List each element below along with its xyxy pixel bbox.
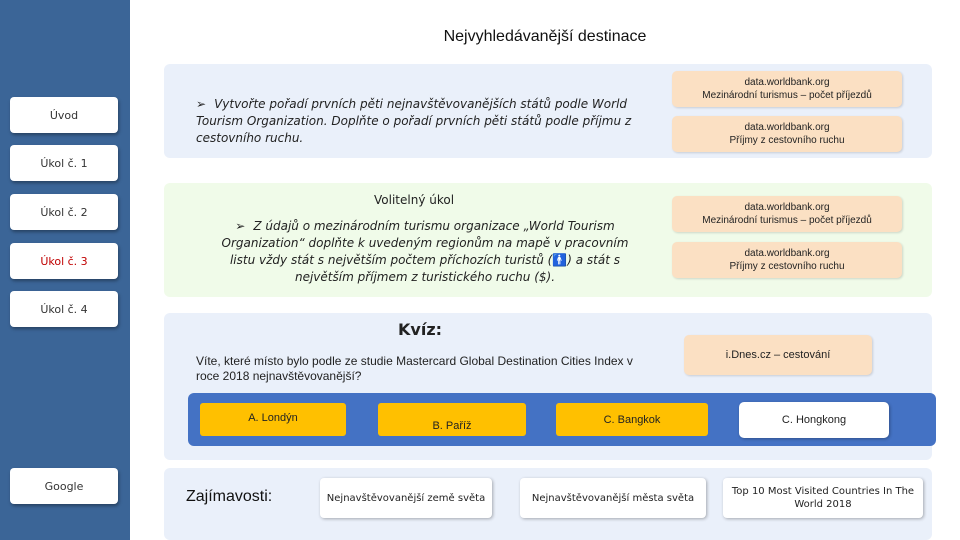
task1-link-receipts-button[interactable] bbox=[672, 116, 902, 152]
top10-countries-link-button[interactable]: Top 10 Most Visited Countries In The World 2018 bbox=[723, 478, 923, 518]
task2-text-end: ) a stát s největším příjmem z turistického ruchu ($). bbox=[294, 253, 621, 284]
link-title: i.Dnes.cz – cestování bbox=[725, 348, 831, 361]
task1-text: Vytvořte pořadí prvních pěti nejnavštěvovanějších států podle World Tourism Organization. Doplňte o pořadí prvních pěti států podle příjmu z cestovního ruchu. bbox=[196, 97, 632, 145]
sidebar-item-google[interactable]: Google bbox=[10, 468, 118, 504]
quiz-question: Víte, které místo bylo podle ze studie Mastercard Global Destination Cities Index v roce 2018 nejnavštěvovanější? bbox=[196, 354, 633, 383]
link-title: Příjmy z cestovního ruchu bbox=[729, 135, 845, 146]
task2-instructions bbox=[218, 218, 632, 286]
sidebar-item-uvod[interactable]: Úvod bbox=[10, 97, 118, 133]
task1-link-arrivals-button[interactable] bbox=[672, 71, 902, 107]
link-source: data.worldbank.org bbox=[744, 122, 830, 133]
task2-text-start: Z údajů o mezinárodním turismu organizace „World Tourism Organization“ doplňte k uvedeným regionům na mapě v pracovním listu vždy stát s největším počtem příchozích turistů ( bbox=[221, 219, 629, 267]
link-source: data.worldbank.org bbox=[744, 202, 830, 213]
quiz-answer-b-button[interactable]: B. Paříž bbox=[378, 403, 526, 436]
sidebar-item-ukol-1[interactable]: Úkol č. 1 bbox=[10, 145, 118, 181]
optional-task-heading: Volitelný úkol bbox=[374, 193, 455, 207]
most-visited-cities-link-button[interactable]: Nejnavštěvovanější města světa bbox=[520, 478, 706, 518]
quiz-title: Kvíz: bbox=[398, 320, 443, 339]
most-visited-countries-link-button[interactable]: Nejnavštěvovanější země světa bbox=[320, 478, 492, 518]
task2-link-receipts-button[interactable] bbox=[672, 242, 902, 278]
facts-label: Zajímavosti: bbox=[186, 488, 273, 505]
link-title: Mezinárodní turismus – počet příjezdů bbox=[702, 215, 872, 226]
link-title: Mezinárodní turismus – počet příjezdů bbox=[702, 90, 872, 101]
quiz-answer-a-button[interactable]: A. Londýn bbox=[200, 403, 346, 436]
link-source: data.worldbank.org bbox=[744, 248, 830, 259]
quiz-answer-c-button[interactable]: C. Bangkok bbox=[556, 403, 708, 436]
sidebar-item-ukol-4[interactable]: Úkol č. 4 bbox=[10, 291, 118, 327]
quiz-answer-d-button[interactable]: C. Hongkong bbox=[739, 402, 889, 438]
task1-instructions bbox=[196, 96, 636, 147]
sidebar-item-ukol-2[interactable]: Úkol č. 2 bbox=[10, 194, 118, 230]
arrow-bullet-icon: ➢ bbox=[235, 219, 246, 233]
link-source: data.worldbank.org bbox=[744, 77, 830, 88]
sidebar-item-ukol-3[interactable]: Úkol č. 3 bbox=[10, 243, 118, 279]
task2-link-arrivals-button[interactable] bbox=[672, 196, 902, 232]
arrow-bullet-icon: ➢ bbox=[196, 97, 207, 111]
page-title: Nejvyhledávanější destinace bbox=[443, 28, 647, 45]
link-title: Příjmy z cestovního ruchu bbox=[729, 261, 845, 272]
person-icon: 🚹 bbox=[552, 253, 568, 267]
quiz-source-link-button[interactable] bbox=[684, 335, 872, 375]
